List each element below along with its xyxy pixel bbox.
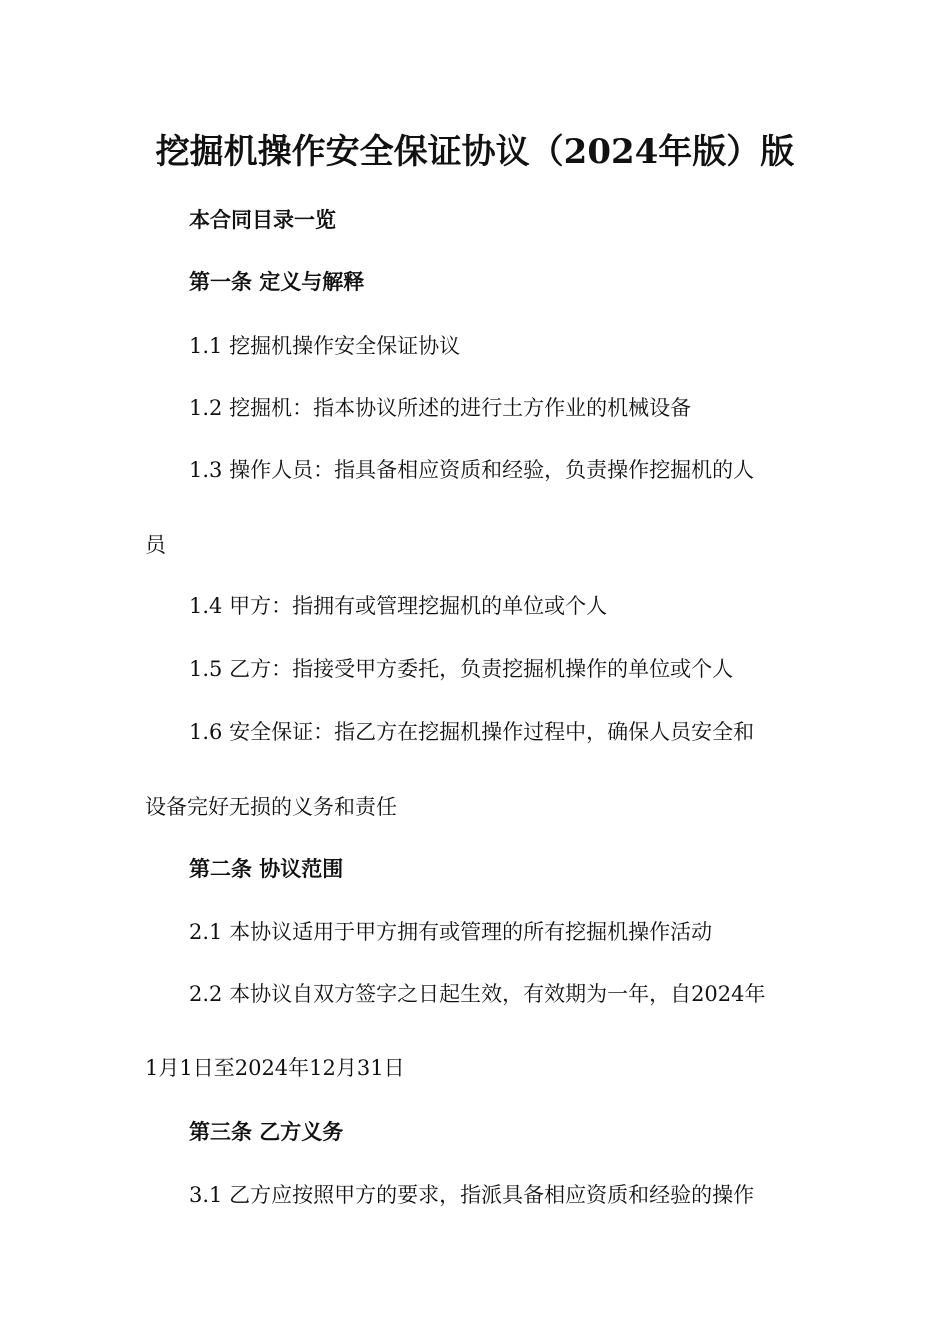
- clause-1-4: 1.4 甲方：指拥有或管理挖掘机的单位或个人: [189, 594, 608, 618]
- clause-2-2-continued: 1月1日至2024年12月31日: [145, 1056, 405, 1080]
- document-title: 挖掘机操作安全保证协议（2024年版）版: [155, 132, 795, 172]
- clause-2-1: 2.1 本协议适用于甲方拥有或管理的所有挖掘机操作活动: [189, 920, 713, 944]
- article-2-heading: 第二条 协议范围: [189, 856, 344, 881]
- clause-1-6-continued: 设备完好无损的义务和责任: [145, 795, 397, 819]
- clause-1-6: 1.6 安全保证：指乙方在挖掘机操作过程中，确保人员安全和: [189, 720, 755, 744]
- clause-1-3: 1.3 操作人员：指具备相应资质和经验，负责操作挖掘机的人: [189, 458, 755, 482]
- article-3-heading: 第三条 乙方义务: [189, 1119, 344, 1144]
- clause-3-1: 3.1 乙方应按照甲方的要求，指派具备相应资质和经验的操作: [189, 1183, 755, 1207]
- clause-1-5: 1.5 乙方：指接受甲方委托，负责挖掘机操作的单位或个人: [189, 657, 734, 681]
- toc-heading: 本合同目录一览: [189, 207, 336, 232]
- clause-1-3-continued: 员: [145, 533, 166, 557]
- clause-2-2: 2.2 本协议自双方签字之日起生效，有效期为一年，自2024年: [189, 982, 766, 1006]
- clause-1-2: 1.2 挖掘机：指本协议所述的进行土方作业的机械设备: [189, 396, 692, 420]
- article-1-heading: 第一条 定义与解释: [189, 269, 365, 294]
- clause-1-1: 1.1 挖掘机操作安全保证协议: [189, 334, 461, 358]
